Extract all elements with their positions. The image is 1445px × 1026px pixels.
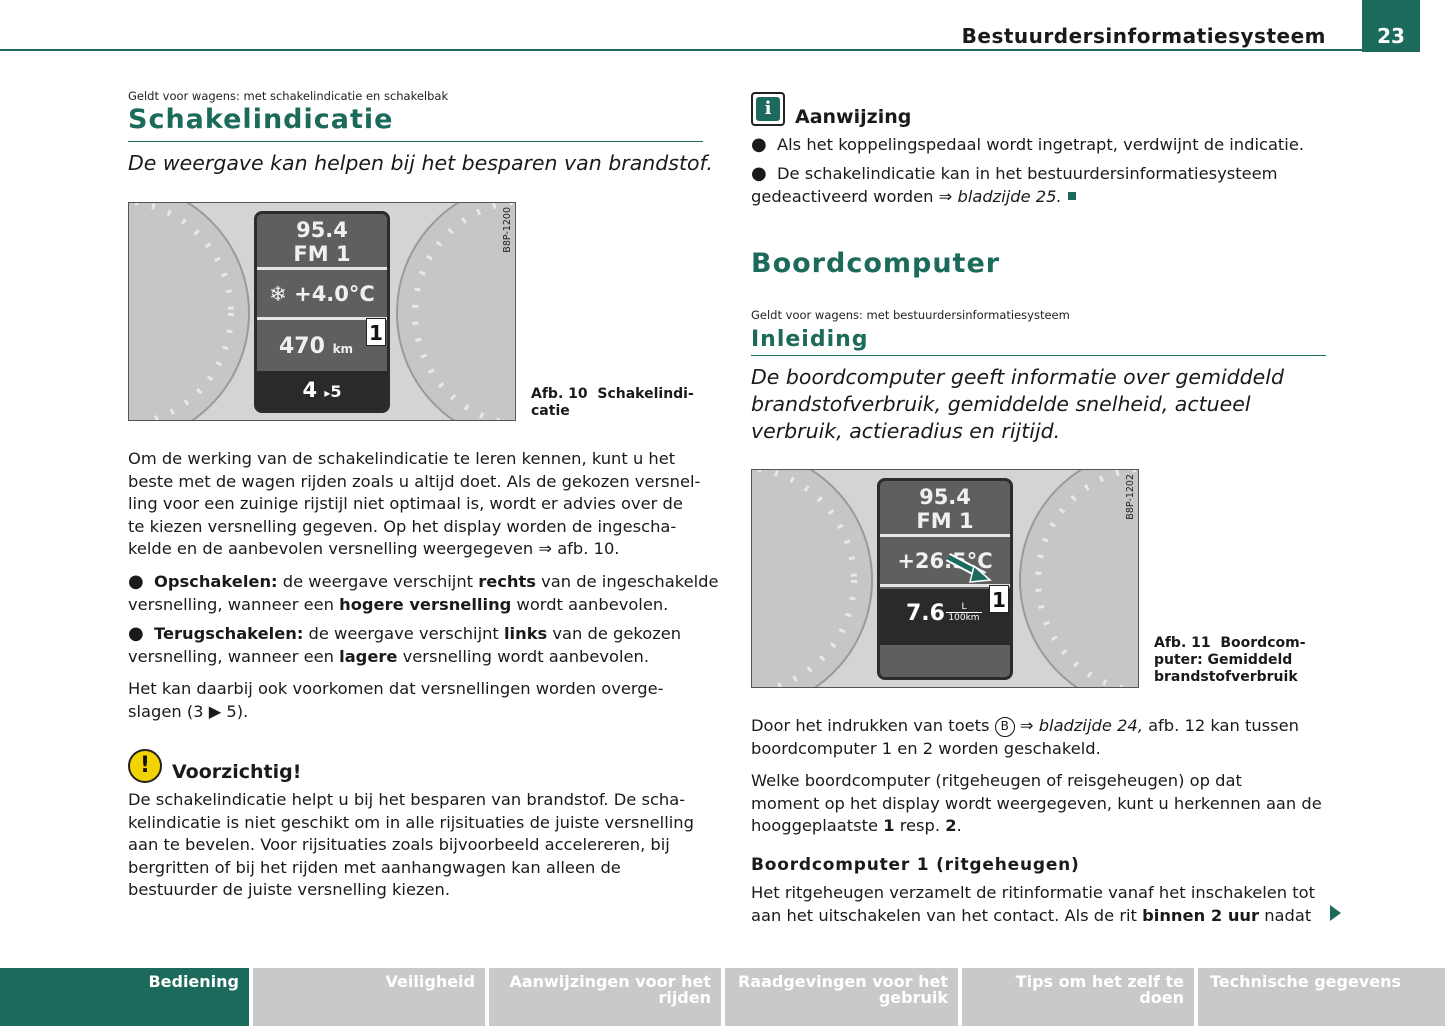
heading-inleiding: Inleiding: [751, 327, 869, 352]
tab-tips[interactable]: Tips om het zelf te doen: [962, 968, 1194, 1026]
info-icon: i: [751, 92, 785, 126]
section-title: Bestuurdersinformatiesysteem: [961, 24, 1326, 48]
pointer-arrow-icon: [752, 470, 1139, 688]
bullet-opschakelen: ● Opschakelen: de weergave verschijnt rechts van de ingeschakelde versnelling, wanneer een hogere versnelling wordt aanbevolen.: [128, 571, 719, 614]
consumption-unit: L 100km: [946, 602, 982, 623]
heading-schakelindicatie: Schakelindicatie: [128, 104, 394, 135]
caution-text: De schakelindicatie helpt u bij het besparen van brandstof. De scha- kelindicatie is niet geschikt om in alle rijsituaties de juiste versnelling aan te bevelen. Voor rijsituaties zoals bijvoorbeeld accelereren, bij bergritten of bij het rijden met aanhangwagen kan alleen de bestuurder de juiste versnelling kiezen.: [128, 790, 694, 900]
bullet-terugschakelen: ● Terugschakelen: de weergave verschijnt links van de gekozen versnelling, wanneer een lagere versnelling wordt aanbevolen.: [128, 623, 682, 666]
tab-bediening[interactable]: Bediening: [0, 968, 249, 1026]
header-rule: [0, 49, 1362, 51]
temperature-readout: +26.5°C: [897, 549, 993, 573]
figure-boordcomputer: [751, 469, 1139, 688]
note-title: Aanwijzing: [795, 106, 912, 128]
note-bullet-1: ● Als het koppelingspedaal wordt ingetrapt, verdwijnt de indicatie.: [751, 134, 1305, 155]
applies-to-note: Geldt voor wagens: met bestuurdersinformatiesysteem: [751, 308, 1070, 322]
caution-title: Voorzichtig!: [172, 761, 302, 783]
bullet-icon: ●: [751, 163, 767, 184]
gear-indicator: 4 ▸5: [302, 378, 342, 402]
tab-technische-gegevens[interactable]: Technische gegevens: [1198, 968, 1445, 1026]
figure-caption-10: Afb. 10 Schakelindi- catie: [531, 386, 694, 419]
radio-band: FM 1: [916, 509, 974, 533]
radio-frequency: 95.4: [296, 218, 348, 242]
key-b-icon: B: [995, 717, 1015, 737]
radio-band: FM 1: [293, 242, 351, 266]
shift-up-arrow-icon: ▸: [324, 386, 331, 400]
heading-rule: [128, 141, 703, 142]
bullet-icon: ●: [751, 134, 767, 155]
range-readout: 470 km: [278, 334, 354, 359]
callout-1: 1: [366, 318, 386, 346]
lead-text: De weergave kan helpen bij het besparen van brandstof.: [128, 151, 713, 175]
heading-boordcomputer: Boordcomputer: [751, 248, 1001, 279]
page-reference-link[interactable]: bladzijde 25.: [957, 186, 1062, 206]
heading-rule: [751, 355, 1326, 356]
continue-arrow-icon: [1330, 905, 1341, 921]
bullet-icon: ●: [128, 623, 144, 644]
tab-veiligheid[interactable]: Veiligheid: [253, 968, 485, 1026]
applies-to-note: Geldt voor wagens: met schakelindicatie en schakelbak: [128, 89, 449, 103]
paragraph-which-computer: Welke boordcomputer (ritgeheugen of reisgeheugen) op dat moment op het display wordt weergegeven, kunt u herkennen aan de hooggeplaatste 1 resp. 2.: [751, 771, 1322, 836]
snowflake-icon: ❄: [269, 282, 287, 306]
display-screen: [254, 211, 390, 413]
page-reference-link[interactable]: bladzijde 24,: [1038, 716, 1143, 735]
display-divider: [257, 267, 387, 270]
callout-1: 1: [989, 585, 1009, 613]
tab-raadgevingen[interactable]: Raadgevingen voor het gebruik: [725, 968, 958, 1026]
tab-aanwijzingen[interactable]: Aanwijzingen voor het rijden: [489, 968, 721, 1026]
lead-text: De boordcomputer geeft informatie over gemiddeld brandstofverbruik, gemiddelde snelheid, actueel verbruik, actieradius en rijtijd.: [751, 365, 1284, 443]
radio-frequency: 95.4: [919, 485, 971, 509]
figure-code: B8P-1200: [502, 207, 513, 253]
bullet-icon: ●: [128, 571, 144, 592]
end-marker: [1068, 192, 1076, 200]
chapter-tabs: [0, 968, 1445, 1026]
page-number: 23: [1362, 0, 1420, 52]
consumption-value: 7.6: [906, 601, 945, 626]
note-bullet-2: ● De schakelindicatie kan in het bestuurdersinformatiesysteem gedeactiveerd worden ⇒ bladzijde 25.: [751, 163, 1278, 206]
paragraph-intro: Om de werking van de schakelindicatie te leren kennen, kunt u het beste met de wagen rijden zoals u altijd doet. Als de gekozen versnel- ling voor een zuinige rijstijl niet optimaal is, wordt er advies over de te kiezen versnelling gegeven. Op het display worden de ingescha- kelde en de aanbevolen versnelling weergegeven ⇒ afb. 10.: [128, 449, 701, 559]
figure-caption-11: Afb. 11 Boordcom- puter: Gemiddeld brandstofverbruik: [1154, 635, 1306, 685]
figure-code: B8P-1202: [1125, 474, 1136, 520]
paragraph-toggle: Door het indrukken van toets B ⇒ bladzijde 24, afb. 12 kan tussen boordcomputer 1 en 2 worden geschakeld.: [751, 716, 1299, 758]
figure-schakelindicatie: [128, 202, 516, 421]
paragraph-skipping: Het kan daarbij ook voorkomen dat versnellingen worden overge- slagen (3 ▶ 5).: [128, 679, 664, 721]
paragraph-ritgeheugen: Het ritgeheugen verzamelt de ritinformatie vanaf het inschakelen tot aan het uitschakelen van het contact. Als de rit binnen 2 uur nadat: [751, 883, 1316, 925]
subheading-ritgeheugen: Boordcomputer 1 (ritgeheugen): [751, 855, 1080, 875]
temperature-readout: ❄ +4.0°C: [269, 282, 375, 306]
caution-icon: !: [128, 749, 162, 783]
